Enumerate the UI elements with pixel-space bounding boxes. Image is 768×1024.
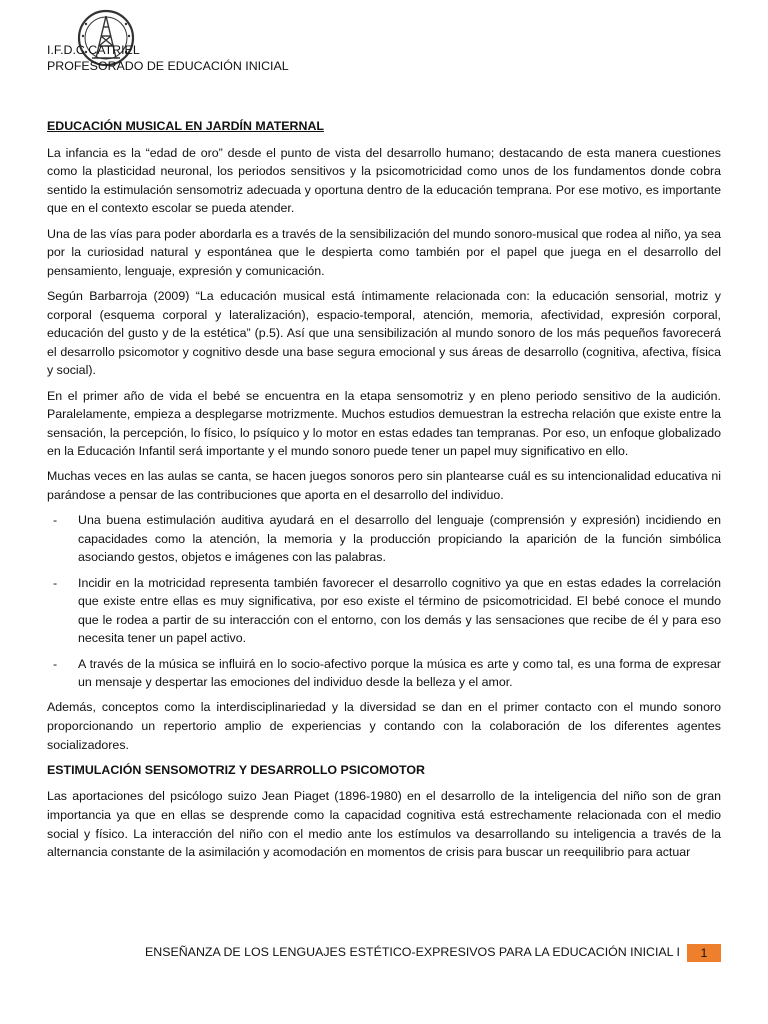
paragraph: Muchas veces en las aulas se canta, se hacen juegos sonoros pero sin plantearse cuál es su intencionalidad educativa ni parándose a pensar de las contribuciones que aporta en el desarrollo del individuo.	[47, 469, 721, 503]
paragraph: Una de las vías para poder abordarla es a través de la sensibilización del mundo sonoro-musical que rodea al niño, ya sea por la curiosidad natural y espontánea que le despierta como también por el papel que juega en el desarrollo del pensamiento, lenguaje, expresión y comunicación.	[47, 226, 721, 278]
list-item	[47, 655, 721, 692]
document-header	[47, 42, 289, 74]
page-number-badge: 1	[687, 944, 721, 962]
dash-bullet: -	[53, 575, 58, 590]
list-item-text: Una buena estimulación auditiva ayudará en el desarrollo del lenguaje (comprensión y expresión) incidiendo en capacidades como la atención, la memoria y la producción propiciando la aparición de la función simbólica asociando gestos, objetos e imágenes con las palabras.	[78, 513, 721, 565]
paragraph: En el primer año de vida el bebé se encuentra en la etapa sensomotriz y en pleno periodo sensitivo de la audición. Paralelamente, empieza a desplegarse motrizmente. Muchos estudios demuestran la estrecha relación que existe entre la sensación, la percepción, lo físico, lo psíquico y lo motor en estas edades tan tempranas. Por eso, un enfoque globalizado en la Educación Infantil será importante y el mundo sonoro puede tener un papel muy significativo en ello.	[47, 388, 721, 459]
page-title: EDUCACIÓN MUSICAL EN JARDÍN MATERNAL	[47, 119, 324, 133]
institution-name: I.F.D.C CATRIEL	[47, 43, 140, 57]
footer-course-title: ENSEÑANZA DE LOS LENGUAJES ESTÉTICO-EXPRESIVOS PARA LA EDUCACIÓN INICIAL I	[144, 945, 680, 959]
list-item-text: A través de la música se influirá en lo socio-afectivo porque la música es arte y como tal, es una forma de expresar un mensaje y despertar las emociones del individuo desde la belleza y el amor.	[78, 656, 721, 690]
paragraph: Según Barbarroja (2009) “La educación musical está íntimamente relacionada con: la educación sensorial, motriz y corporal (esquema corporal y lateralización), espacio-temporal, atención, memoria, afectividad, expresión corporal, educación del gusto y de la estética” (p.5). Así que una sensibilización al mundo sonoro de los más pequeños favorecerá el desarrollo psicomotor y cognitivo desde una base segura emocional y sus áreas de desarrollo (cognitiva, afectiva, física y social).	[47, 288, 721, 378]
document-body	[47, 117, 721, 868]
document-footer	[0, 944, 768, 962]
dash-bullet: -	[53, 513, 58, 528]
dash-bullet: -	[53, 656, 58, 671]
list-item	[47, 511, 721, 567]
paragraph: La infancia es la “edad de oro” desde el punto de vista del desarrollo humano; destacando de esta manera cuestiones como la plasticidad neuronal, los periodos sensitivos y la psicomotricidad como unos de los fundamentos donde cobra sentido la estimulación sensomotriz adecuada y oportuna dentro de la educación temprana. Por ese motivo, es importante que en el contexto escolar se pueda atender.	[47, 145, 721, 216]
paragraph: Además, conceptos como la interdisciplinariedad y la diversidad se dan en el primer contacto con el mundo sonoro proporcionando un repertorio amplio de experiencias y contando con la colaboración de los diferentes agentes socializadores.	[47, 700, 721, 752]
section-heading: ESTIMULACIÓN SENSOMOTRIZ Y DESARROLLO PSICOMOTOR	[47, 762, 425, 777]
program-name: PROFESORADO DE EDUCACIÓN INICIAL	[47, 59, 289, 73]
bullet-list	[47, 511, 721, 692]
list-item-text: Incidir en la motricidad representa también favorecer el desarrollo cognitivo ya que en estas edades la correlación que existe entre ellas es muy significativa, por eso existe el término de psicomotricidad. El bebé conoce el mundo que le rodea a partir de su interacción con el entorno, con los demás y las sensaciones que recibe de él y para eso necesita tener un papel activo.	[78, 575, 721, 646]
paragraph: Las aportaciones del psicólogo suizo Jean Piaget (1896-1980) en el desarrollo de la inteligencia del niño son de gran importancia ya que en ellas se desprende como la capacidad cognitiva está estrechamente relacionada con el medio social y físico. La interacción del niño con el medio ante los estímulos va desarrollando su inteligencia a través de la alternancia constante de la asimilación y acomodación en momentos de crisis para buscar un reequilibrio para actuar	[47, 789, 721, 860]
list-item	[47, 574, 721, 648]
